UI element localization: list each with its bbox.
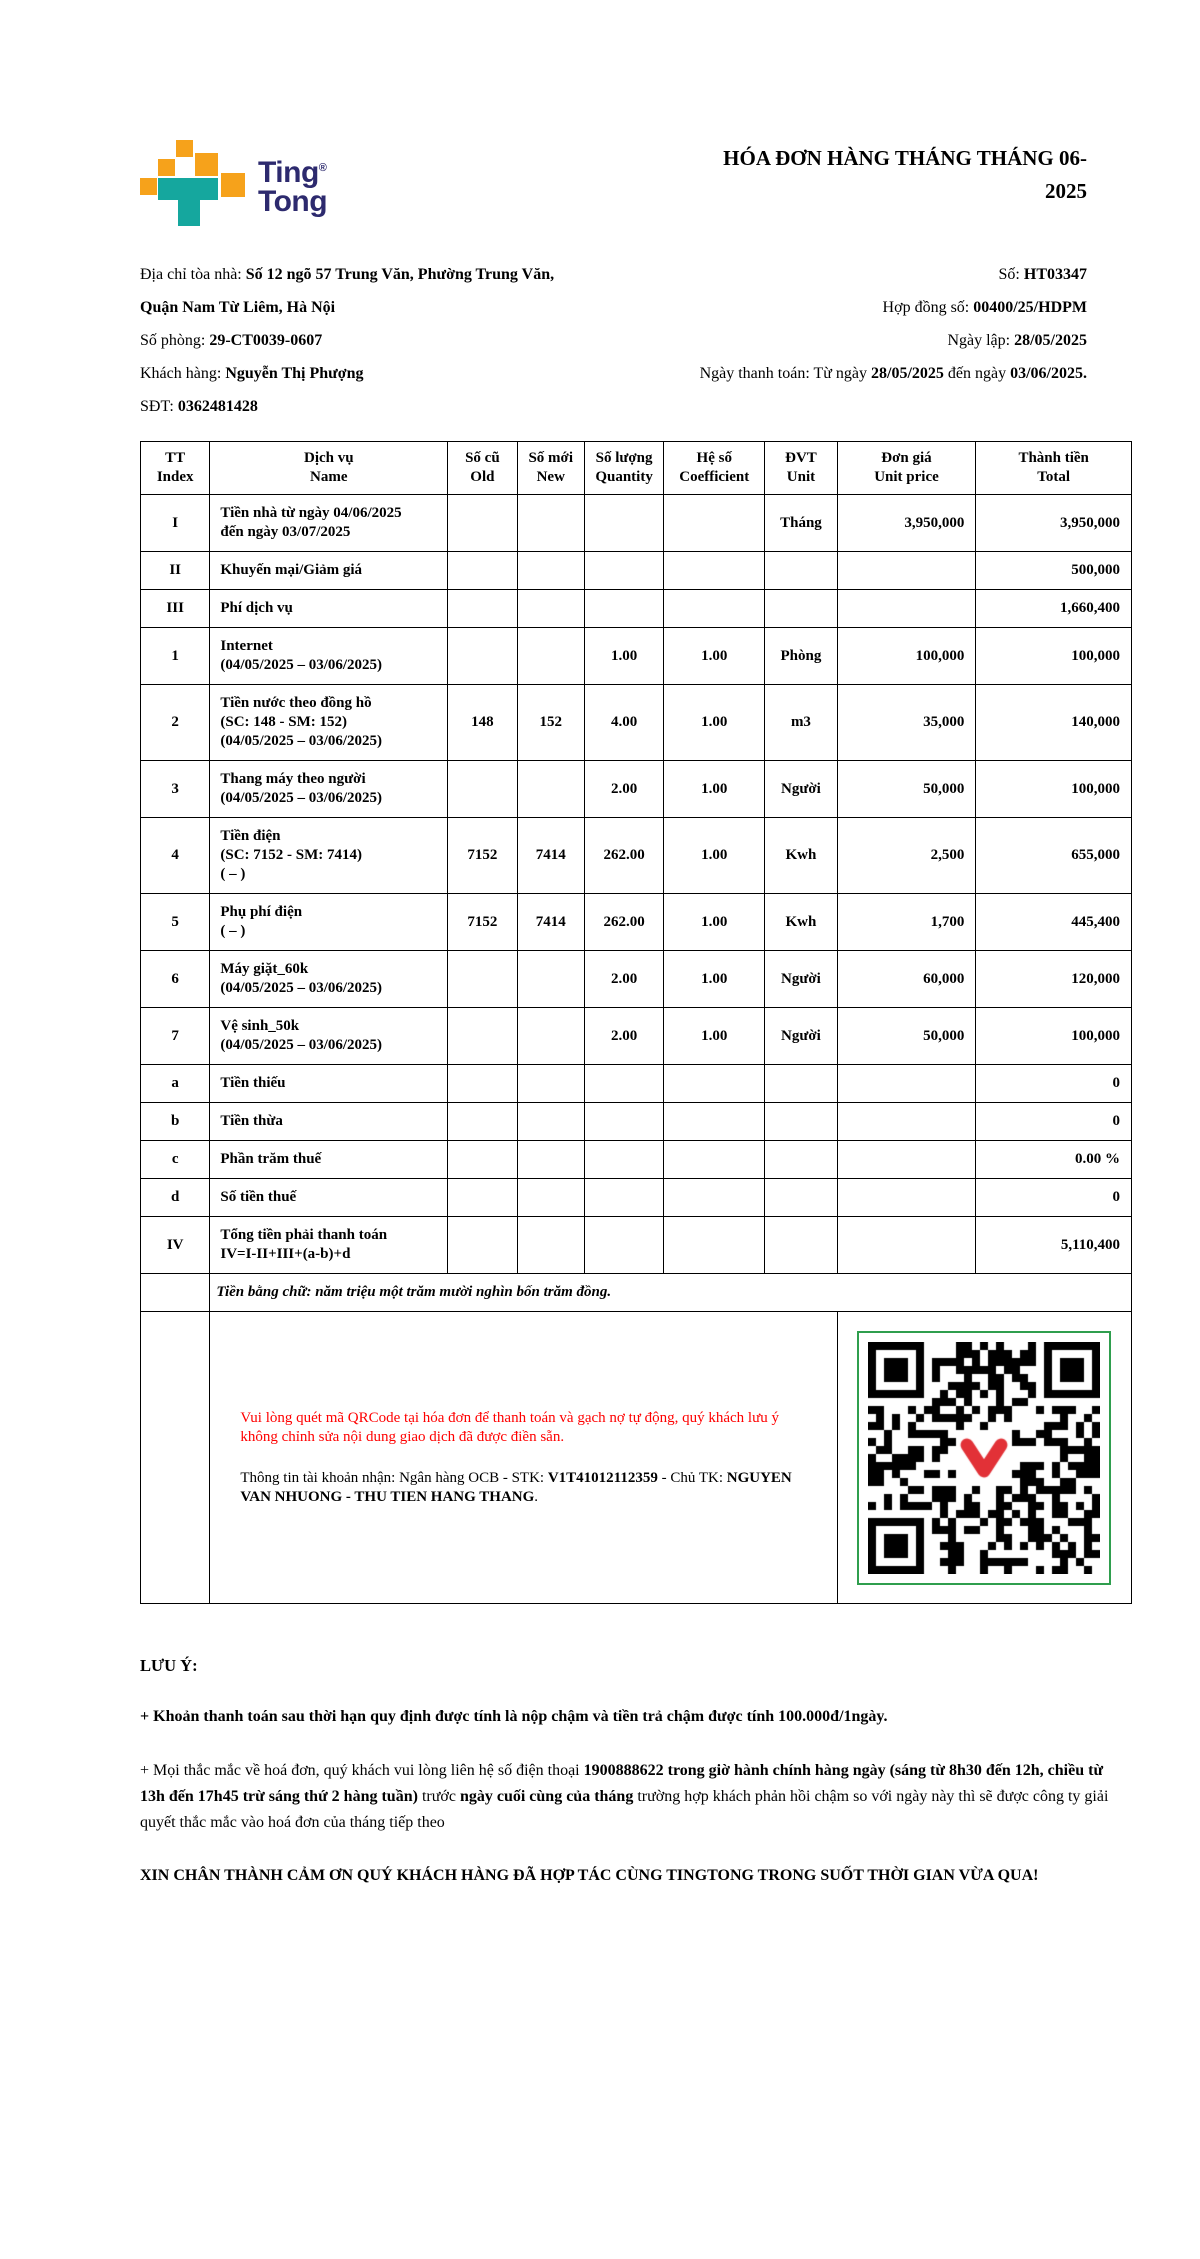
cell-old — [448, 1217, 517, 1274]
invoice-table — [140, 441, 1132, 1604]
cell-tt: 6 — [141, 951, 210, 1008]
amount-in-words-row — [141, 1274, 1132, 1312]
cell-new: 7414 — [517, 894, 584, 951]
cell-total: 0 — [976, 1065, 1132, 1103]
cell-old — [448, 495, 517, 552]
note-contact: + Mọi thắc mắc về hoá đơn, quý khách vui lòng liên hệ số điện thoại 1900888622 trong giờ hành chính hàng ngày (sáng từ 8h30 đến 12h, chiều từ 13h đến 17h45 trừ sáng thứ 2 hàng tuần) trước ngày cuối cùng của tháng trường hợp khách phản hồi chậm so với ngày này thì sẽ được công ty giải quyết thắc mắc vào hoá đơn của tháng tiếp theo — [140, 1762, 1109, 1831]
note-late-fee: + Khoản thanh toán sau thời hạn quy định được tính là nộp chậm và tiền trả chậm được tính 100.000đ/1ngày. — [140, 1708, 888, 1725]
cell-name: Thang máy theo người (04/05/2025 – 03/06/2025) — [210, 761, 448, 818]
header — [140, 140, 1130, 230]
table-row — [141, 894, 1132, 951]
cell-coef — [664, 1103, 765, 1141]
cell-coef — [664, 590, 765, 628]
column-header: ĐVT Unit — [765, 442, 837, 495]
cell-unit: Kwh — [765, 818, 837, 894]
page-title: HÓA ĐƠN HÀNG THÁNG THÁNG 06- 2025 — [723, 146, 1087, 203]
cell-qty — [584, 552, 663, 590]
cell-unit — [765, 1141, 837, 1179]
cell-unit — [765, 1217, 837, 1274]
cell-qty: 4.00 — [584, 685, 663, 761]
invoice-table-body — [141, 495, 1132, 1274]
cell-qty — [584, 590, 663, 628]
cell-total: 500,000 — [976, 552, 1132, 590]
cell-unit — [765, 590, 837, 628]
cell-name: Tổng tiền phải thanh toán IV=I-II+III+(a-b)+d — [210, 1217, 448, 1274]
cell-new — [517, 1008, 584, 1065]
cell-new — [517, 1217, 584, 1274]
amount-in-words: Tiền bằng chữ: năm triệu một trăm mười nghìn bốn trăm đồng. — [210, 1274, 1132, 1312]
cell-tt: d — [141, 1179, 210, 1217]
table-header — [141, 442, 1132, 495]
cell-new — [517, 951, 584, 1008]
column-header: Số mới New — [517, 442, 584, 495]
cell-price: 50,000 — [837, 761, 976, 818]
table-row — [141, 951, 1132, 1008]
table-row — [141, 1179, 1132, 1217]
cell-total: 445,400 — [976, 894, 1132, 951]
cell-old — [448, 951, 517, 1008]
cell-qty — [584, 1217, 663, 1274]
cell-name: Máy giặt_60k (04/05/2025 – 03/06/2025) — [210, 951, 448, 1008]
cell-coef: 1.00 — [664, 685, 765, 761]
cell-unit: Kwh — [765, 894, 837, 951]
cell-price — [837, 552, 976, 590]
thank-you-note: XIN CHÂN THÀNH CẢM ƠN QUÝ KHÁCH HÀNG ĐÃ HỢP TÁC CÙNG TINGTONG TRONG SUỐT THỜI GIAN VỪA QUA! — [140, 1867, 1039, 1884]
cell-name: Tiền thiếu — [210, 1065, 448, 1103]
column-header: Đơn giá Unit price — [837, 442, 976, 495]
cell-new — [517, 1179, 584, 1217]
cell-total: 0.00 % — [976, 1141, 1132, 1179]
cell-tt: 1 — [141, 628, 210, 685]
cell-name: Số tiền thuế — [210, 1179, 448, 1217]
cell-new — [517, 590, 584, 628]
cell-unit: Người — [765, 951, 837, 1008]
invoice-info — [140, 258, 1130, 423]
cell-total: 0 — [976, 1179, 1132, 1217]
cell-tt: b — [141, 1103, 210, 1141]
table-row — [141, 818, 1132, 894]
cell-total: 655,000 — [976, 818, 1132, 894]
cell-old: 7152 — [448, 818, 517, 894]
column-header: Số cũ Old — [448, 442, 517, 495]
cell-name: Vệ sinh_50k (04/05/2025 – 03/06/2025) — [210, 1008, 448, 1065]
cell-coef: 1.00 — [664, 628, 765, 685]
cell-tt: 5 — [141, 894, 210, 951]
cell-unit: Người — [765, 1008, 837, 1065]
cell-price — [837, 1141, 976, 1179]
table-row — [141, 685, 1132, 761]
cell-coef — [664, 1217, 765, 1274]
qr-code-frame — [857, 1331, 1111, 1585]
cell-old — [448, 590, 517, 628]
cell-name: Phần trăm thuế — [210, 1141, 448, 1179]
notes-section — [140, 1656, 1130, 1889]
cell-qty: 262.00 — [584, 894, 663, 951]
cell-name: Phụ phí điện ( – ) — [210, 894, 448, 951]
cell-new — [517, 1103, 584, 1141]
cell-unit — [765, 1179, 837, 1217]
notes-heading: LƯU Ý: — [140, 1656, 198, 1675]
cell-total: 0 — [976, 1103, 1132, 1141]
cell-name: Tiền nước theo đồng hồ (SC: 148 - SM: 152) (04/05/2025 – 03/06/2025) — [210, 685, 448, 761]
cell-qty: 1.00 — [584, 628, 663, 685]
cell-old: 7152 — [448, 894, 517, 951]
column-header: TT Index — [141, 442, 210, 495]
cell-total: 1,660,400 — [976, 590, 1132, 628]
cell-old — [448, 1103, 517, 1141]
invoice-info-right: Số: HT03347 Hợp đồng số: 00400/25/HDPM Ngày lập: 28/05/2025 Ngày thanh toán: Từ ngày 28/05/2025 đến ngày 03/06/2025. — [699, 266, 1087, 382]
cell-unit — [765, 552, 837, 590]
cell-price — [837, 1179, 976, 1217]
cell-qty — [584, 1103, 663, 1141]
table-row — [141, 628, 1132, 685]
table-row — [141, 761, 1132, 818]
table-row — [141, 1141, 1132, 1179]
cell-tt: III — [141, 590, 210, 628]
cell-tt: 7 — [141, 1008, 210, 1065]
cell-tt: 2 — [141, 685, 210, 761]
cell-unit — [765, 1065, 837, 1103]
cell-old: 148 — [448, 685, 517, 761]
column-header: Thành tiền Total — [976, 442, 1132, 495]
invoice-info-left: Địa chỉ tòa nhà: Số 12 ngõ 57 Trung Văn, Phường Trung Văn, Quận Nam Từ Liêm, Hà Nội Số phòng: 29-CT0039-0607 Khách hàng: Nguyễn Thị Phượng SĐT: 0362481428 — [140, 266, 555, 415]
cell-new — [517, 1065, 584, 1103]
cell-unit: m3 — [765, 685, 837, 761]
cell-unit: Phòng — [765, 628, 837, 685]
cell-coef — [664, 1065, 765, 1103]
cell-tt-empty — [141, 1312, 210, 1604]
cell-price: 100,000 — [837, 628, 976, 685]
cell-new — [517, 1141, 584, 1179]
qr-code — [868, 1342, 1100, 1574]
table-row — [141, 1065, 1132, 1103]
cell-coef — [664, 552, 765, 590]
cell-name: Tiền điện (SC: 7152 - SM: 7414) ( – ) — [210, 818, 448, 894]
cell-qty — [584, 1179, 663, 1217]
cell-total: 100,000 — [976, 628, 1132, 685]
cell-price — [837, 1217, 976, 1274]
cell-new — [517, 495, 584, 552]
account-info: Thông tin tài khoản nhận: Ngân hàng OCB - STK: V1T41012112359 - Chủ TK: NGUYEN VAN NHUONG - THU TIEN HANG THANG. — [240, 1469, 792, 1505]
cell-price: 1,700 — [837, 894, 976, 951]
cell-total: 140,000 — [976, 685, 1132, 761]
cell-tt: 4 — [141, 818, 210, 894]
cell-coef: 1.00 — [664, 894, 765, 951]
logo-word-ting: Ting — [258, 156, 319, 189]
cell-tt: I — [141, 495, 210, 552]
table-row — [141, 590, 1132, 628]
cell-tt: c — [141, 1141, 210, 1179]
cell-qty: 262.00 — [584, 818, 663, 894]
cell-name: Tiền thừa — [210, 1103, 448, 1141]
cell-new: 7414 — [517, 818, 584, 894]
cell-unit: Tháng — [765, 495, 837, 552]
table-row — [141, 1217, 1132, 1274]
cell-coef — [664, 495, 765, 552]
cell-price: 2,500 — [837, 818, 976, 894]
cell-new — [517, 761, 584, 818]
table-row — [141, 1008, 1132, 1065]
cell-old — [448, 1141, 517, 1179]
invoice-table-footer — [141, 1274, 1132, 1604]
table-row — [141, 552, 1132, 590]
cell-price — [837, 1103, 976, 1141]
cell-old — [448, 628, 517, 685]
cell-old — [448, 1065, 517, 1103]
cell-tt: a — [141, 1065, 210, 1103]
cell-old — [448, 1008, 517, 1065]
tingtong-logo-mark-icon — [140, 140, 246, 230]
cell-total: 100,000 — [976, 761, 1132, 818]
cell-old — [448, 1179, 517, 1217]
table-row — [141, 495, 1132, 552]
logo-word-tong: Tong — [258, 185, 328, 218]
cell-name: Khuyến mại/Giảm giá — [210, 552, 448, 590]
qr-scan-note: Vui lòng quét mã QRCode tại hóa đơn để thanh toán và gạch nợ tự động, quý khách lưu ý không chỉnh sửa nội dung giao dịch đã được điền sẵn. — [240, 1409, 779, 1445]
registered-mark: ® — [318, 162, 327, 174]
cell-total: 100,000 — [976, 1008, 1132, 1065]
cell-qty — [584, 1065, 663, 1103]
cell-tt: IV — [141, 1217, 210, 1274]
cell-coef — [664, 1141, 765, 1179]
table-row — [141, 1103, 1132, 1141]
cell-price: 50,000 — [837, 1008, 976, 1065]
column-header: Dịch vụ Name — [210, 442, 448, 495]
tingtong-logo-text — [258, 154, 327, 216]
cell-new — [517, 628, 584, 685]
cell-unit: Người — [765, 761, 837, 818]
cell-qty — [584, 1141, 663, 1179]
cell-tt: 3 — [141, 761, 210, 818]
cell-coef: 1.00 — [664, 951, 765, 1008]
cell-qty — [584, 495, 663, 552]
payment-instructions — [210, 1312, 837, 1604]
cell-price: 35,000 — [837, 685, 976, 761]
payment-qr-row — [141, 1312, 1132, 1604]
cell-new — [517, 552, 584, 590]
cell-total: 5,110,400 — [976, 1217, 1132, 1274]
cell-price: 3,950,000 — [837, 495, 976, 552]
column-header: Hệ số Coefficient — [664, 442, 765, 495]
cell-qty: 2.00 — [584, 761, 663, 818]
cell-old — [448, 761, 517, 818]
column-header: Số lượng Quantity — [584, 442, 663, 495]
table-header-row — [141, 442, 1132, 495]
tingtong-logo — [140, 140, 327, 230]
cell-name: Tiền nhà từ ngày 04/06/2025 đến ngày 03/07/2025 — [210, 495, 448, 552]
cell-qty: 2.00 — [584, 951, 663, 1008]
cell-total: 3,950,000 — [976, 495, 1132, 552]
cell-coef: 1.00 — [664, 1008, 765, 1065]
cell-old — [448, 552, 517, 590]
cell-name: Internet (04/05/2025 – 03/06/2025) — [210, 628, 448, 685]
qr-code-cell — [837, 1312, 1131, 1604]
cell-tt-empty — [141, 1274, 210, 1312]
cell-coef: 1.00 — [664, 761, 765, 818]
cell-price: 60,000 — [837, 951, 976, 1008]
cell-tt: II — [141, 552, 210, 590]
cell-price — [837, 590, 976, 628]
cell-coef: 1.00 — [664, 818, 765, 894]
cell-qty: 2.00 — [584, 1008, 663, 1065]
cell-new: 152 — [517, 685, 584, 761]
cell-total: 120,000 — [976, 951, 1132, 1008]
cell-unit — [765, 1103, 837, 1141]
cell-price — [837, 1065, 976, 1103]
cell-coef — [664, 1179, 765, 1217]
cell-name: Phí dịch vụ — [210, 590, 448, 628]
